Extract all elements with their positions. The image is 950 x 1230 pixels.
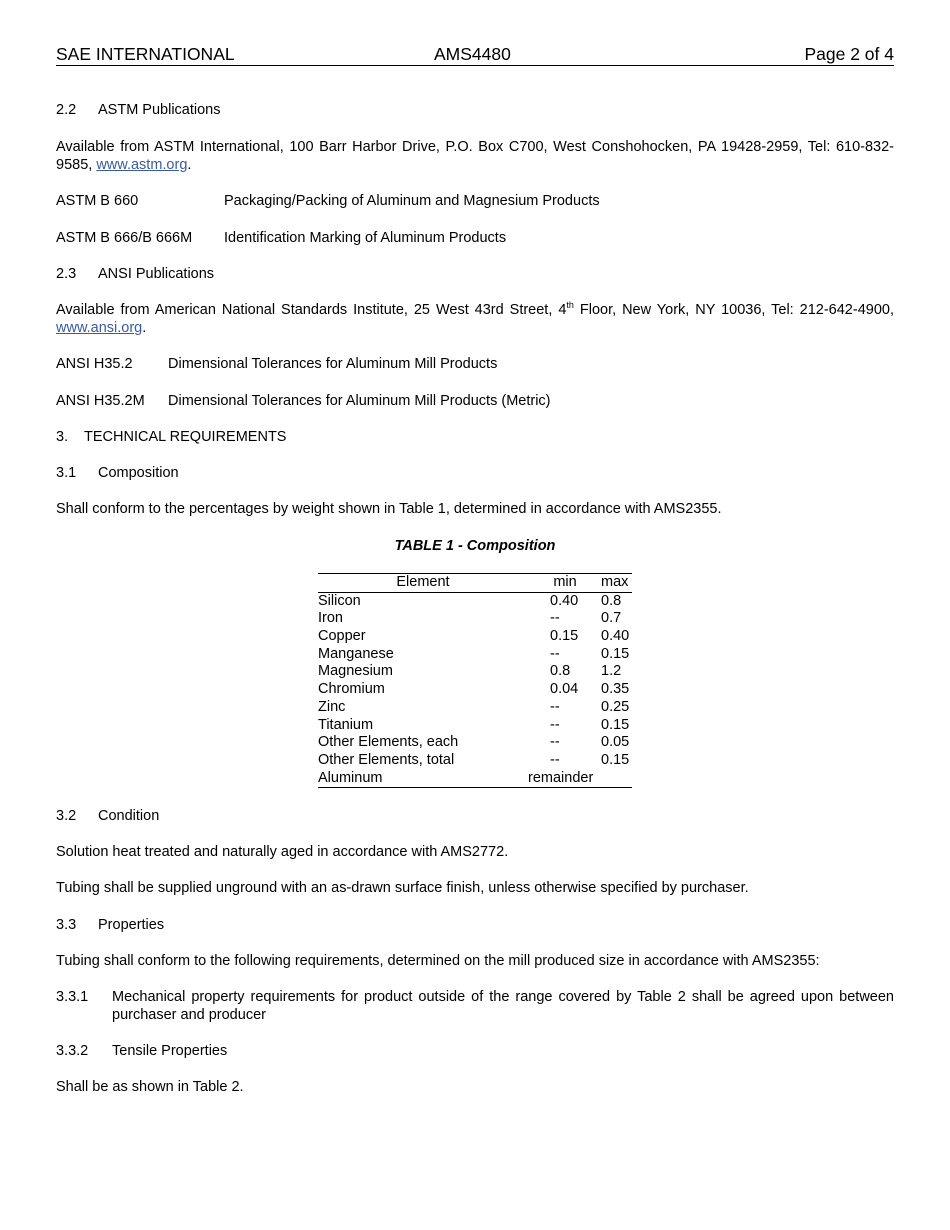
astm-link[interactable]: www.astm.org (96, 157, 188, 173)
min-cell: -- (550, 610, 560, 627)
table-row (318, 717, 632, 735)
table-row (318, 593, 632, 611)
element-cell: Iron (318, 610, 343, 627)
section-2-3-availability: Available from American National Standards Institute, 25 West 43rd Street, 4th Floor, New York, NY 10036, Tel: 212-642-4900, www.ansi.org. (56, 300, 894, 336)
section-3-heading: 3. TECHNICAL REQUIREMENTS (56, 429, 287, 445)
min-cell: 0.04 (550, 681, 579, 698)
max-cell: 0.25 (601, 698, 630, 715)
section-3-3-2-heading: 3.3.2 Tensile Properties (56, 1043, 228, 1059)
section-3-3-body: Tubing shall conform to the following requirements, determined on the mill produced size in accordance with AMS2355: (56, 953, 820, 969)
max-cell: 0.8 (601, 592, 622, 609)
header-page-number: Page 2 of 4 (804, 44, 894, 64)
page-header (56, 43, 894, 66)
max-cell: 0.05 (601, 734, 630, 751)
section-3-1-heading: 3.1 Composition (56, 465, 179, 481)
table-row (318, 646, 632, 664)
element-cell: Zinc (318, 698, 346, 715)
min-cell: -- (550, 698, 560, 715)
section-3-2-paragraph-2: Tubing shall be supplied unground with an as-drawn surface finish, unless otherwise specified by purchaser. (56, 880, 749, 896)
section-3-1-body: Shall conform to the percentages by weight shown in Table 1, determined in accordance with AMS2355. (56, 501, 722, 517)
reference-astm-b660: ASTM B 660 Packaging/Packing of Aluminum and Magnesium Products (56, 193, 600, 209)
min-cell: -- (550, 734, 560, 751)
section-3-3-heading: 3.3 Properties (56, 917, 165, 933)
table-row (318, 663, 632, 681)
section-3-2-heading: 3.2 Condition (56, 808, 160, 824)
table-row-aluminum: Aluminum remainder (318, 769, 594, 786)
column-header-element: Element (396, 574, 450, 590)
section-2-2-availability: Available from ASTM International, 100 Barr Harbor Drive, P.O. Box C700, West Conshohocken, PA 19428-2959, Tel: 610-832-9585, www.astm.org. (56, 139, 894, 173)
section-3-2-paragraph-1: Solution heat treated and naturally aged in accordance with AMS2772. (56, 844, 509, 860)
min-cell: 0.8 (550, 663, 571, 680)
section-3-3-1: 3.3.1 Mechanical property requirements for product outside of the range covered by Table 2 shall be agreed upon between purchaser and producer (56, 989, 894, 1023)
ansi-link[interactable]: www.ansi.org (56, 320, 143, 336)
section-2-3-heading: 2.3 ANSI Publications (56, 266, 215, 282)
max-cell: 0.15 (601, 751, 630, 768)
element-cell: Other Elements, each (318, 734, 459, 751)
max-cell: 0.15 (601, 716, 630, 733)
reference-astm-b666: ASTM B 666/B 666M Identification Marking of Aluminum Products (56, 230, 507, 246)
column-header-min: min (553, 574, 577, 590)
header-doc-id: AMS4480 (434, 44, 511, 64)
section-2-2-heading: 2.2 ASTM Publications (56, 102, 221, 118)
table-row (318, 752, 632, 770)
composition-table (318, 573, 632, 788)
reference-ansi-h35-2: ANSI H35.2 Dimensional Tolerances for Aluminum Mill Products (56, 356, 498, 372)
table-1-caption: TABLE 1 - Composition (394, 538, 556, 554)
table-row (318, 681, 632, 699)
table-body (318, 593, 632, 770)
table-row (318, 610, 632, 628)
min-cell: 0.40 (550, 592, 579, 609)
min-cell: -- (550, 645, 560, 662)
column-header-max: max (601, 574, 629, 590)
header-org: SAE INTERNATIONAL (56, 44, 235, 64)
element-cell: Other Elements, total (318, 751, 455, 768)
reference-ansi-h35-2m: ANSI H35.2M Dimensional Tolerances for Aluminum Mill Products (Metric) (56, 393, 551, 409)
max-cell: 0.7 (601, 610, 622, 627)
max-cell: 0.35 (601, 681, 630, 698)
table-row (318, 734, 632, 752)
max-cell: 1.2 (601, 663, 622, 680)
table-row (318, 699, 632, 717)
max-cell: 0.15 (601, 645, 630, 662)
element-cell: Magnesium (318, 663, 393, 680)
table-header-row (318, 574, 632, 593)
element-cell: Manganese (318, 645, 394, 662)
max-cell: 0.40 (601, 628, 630, 645)
table-row (318, 628, 632, 646)
document-page (56, 0, 894, 1230)
min-cell: -- (550, 716, 560, 733)
element-cell: Chromium (318, 681, 385, 698)
section-3-3-2-body: Shall be as shown in Table 2. (56, 1079, 244, 1095)
element-cell: Copper (318, 628, 366, 645)
min-cell: 0.15 (550, 628, 579, 645)
element-cell: Titanium (318, 716, 374, 733)
min-cell: -- (550, 751, 560, 768)
element-cell: Silicon (318, 592, 361, 609)
